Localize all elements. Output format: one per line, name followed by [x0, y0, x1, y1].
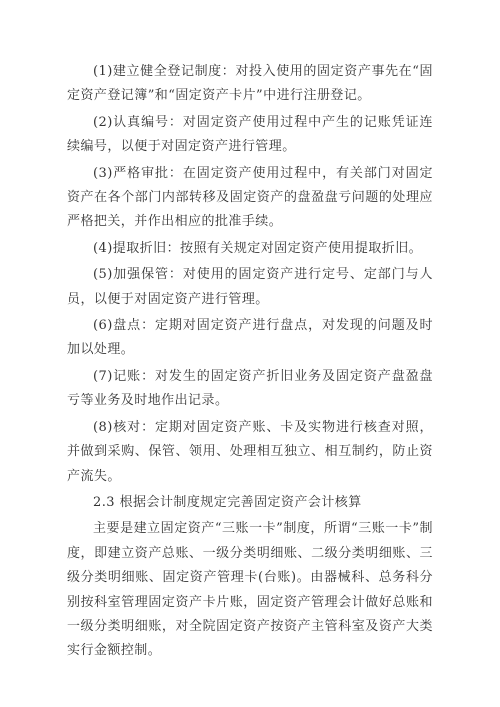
paragraph-numbering: (2)认真编号：对固定资产使用过程中产生的记账凭证连续编号，以便于对固定资产进行管理。 [67, 114, 433, 155]
section-heading: 2.3 根据会计制度规定完善固定资产会计核算 [93, 494, 362, 510]
document-page [67, 60, 433, 666]
paragraph-inventory: (6)盘点：定期对固定资产进行盘点，对发现的问题及时加以处理。 [67, 318, 433, 358]
paragraph-custody: (5)加强保管：对使用的固定资产进行定号、定部门与人员，以便于对固定资产进行管理。 [67, 267, 433, 307]
paragraph-bookkeeping: (7)记账：对发生的固定资产折旧业务及固定资产盘盈盘亏等业务及时地作出记录。 [67, 368, 433, 409]
paragraph-approval: (3)严格审批：在固定资产使用过程中，有关部门对固定资产在各个部门内部转移及固定资产的盘盈盘亏问题的处理应严格把关，并作出相应的批准手续。 [67, 165, 433, 230]
paragraph-three-ledgers: 主要是建立固定资产“三账一卡”制度，所谓“三账一卡”制度，即建立资产总账、一级分类明细账、二级分类明细账、三级分类明细账、固定资产管理卡(台账)。由器械科、总务科分别按科室管理固定资产卡片账，固定资产管理会计做好总账和一级分类明细账，对全院固定资产按资产主管科室及资产大类实行金额控制。 [67, 521, 433, 659]
paragraph-registration: (1)建立健全登记制度：对投入使用的固定资产事先在“固定资产登记簿”和“固定资产卡片”中进行注册登记。 [67, 64, 433, 104]
paragraph-verification: (8)核对：定期对固定资产账、卡及实物进行核查对照，并做到采购、保管、领用、处理相互独立、相互制约，防止资产流失。 [67, 419, 433, 484]
paragraph-depreciation: (4)提取折旧：按照有关规定对固定资产使用提取折旧。 [93, 240, 423, 256]
